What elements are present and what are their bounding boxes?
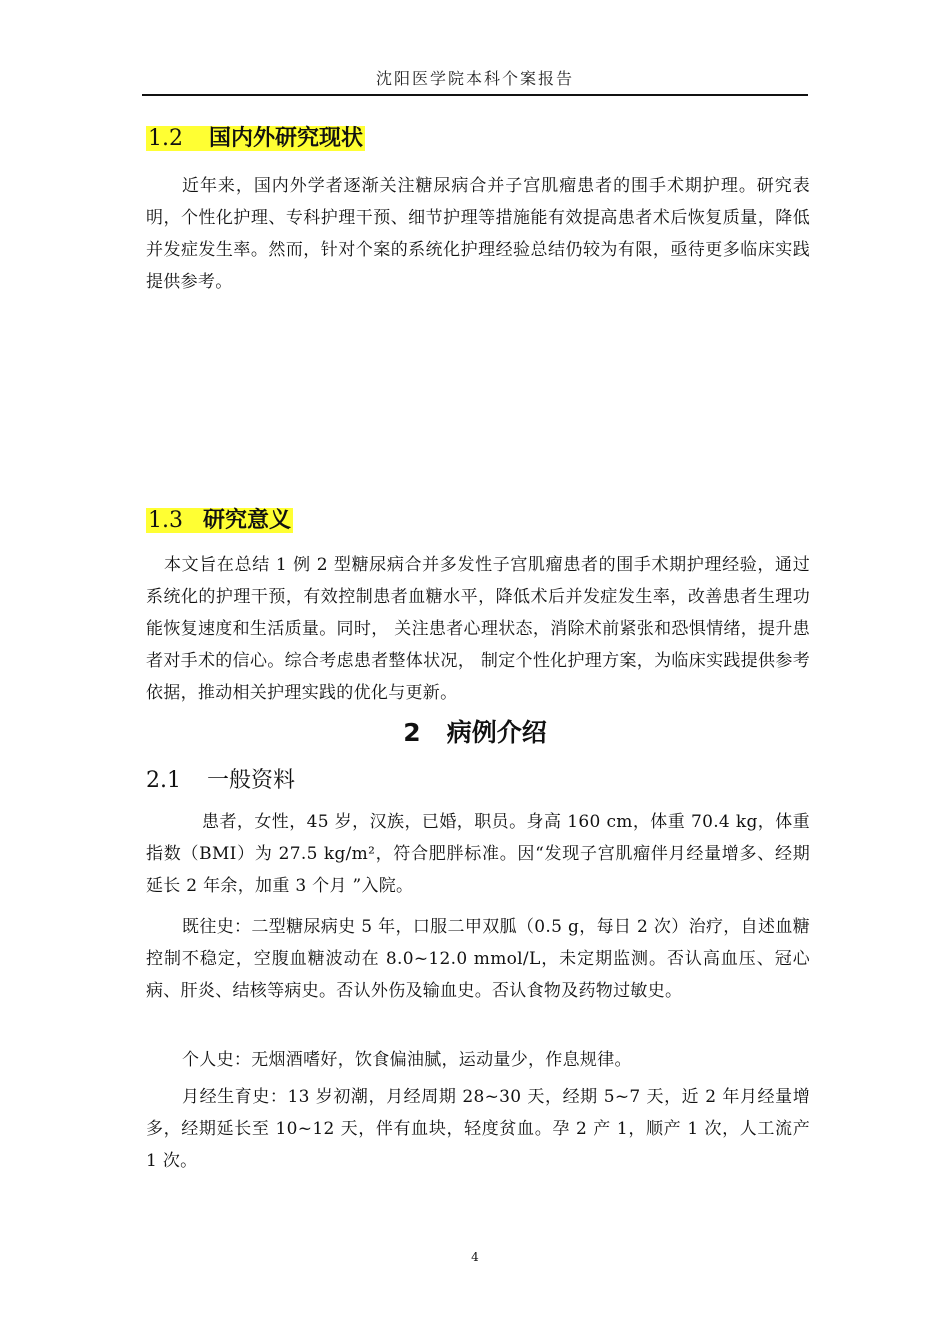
paragraph-past-history: 既往史：二型糖尿病史 5 年，口服二甲双胍（0.5 g，每日 2 次）治疗，自述血糖控制不稳定，空腹血糖波动在 8.0~12.0 mmol/L，未定期监测。否认高血压、冠心病、肝炎、结核等病史。否认外伤及输血史。否认食物及药物过敏史。 bbox=[146, 917, 810, 1001]
section-heading-1-3 bbox=[146, 506, 293, 536]
paragraph-research-status: 近年来，国内外学者逐渐关注糖尿病合并子宫肌瘤患者的围手术期护理。研究表明，个性化护理、专科护理干预、细节护理等措施能有效提高患者术后恢复质量，降低并发症发生率。然而，针对个案的系统化护理经验总结仍较为有限，亟待更多临床实践提供参考。 bbox=[146, 176, 810, 292]
chapter-number: 2 bbox=[403, 718, 421, 747]
section-number: 1.2 bbox=[148, 126, 183, 151]
paragraph-patient-info: 患者，女性，45 岁，汉族，已婚，职员。身高 160 cm，体重 70.4 kg，体重指数（BMI）为 27.5 kg/m²，符合肥胖标准。因“发现子宫肌瘤伴月经量增多、经期延长 2 年余，加重 3 个月 ”入院。 bbox=[146, 812, 810, 896]
section-number: 1.3 bbox=[148, 508, 183, 533]
page-number: 4 bbox=[471, 1250, 479, 1264]
section-title: 国内外研究现状 bbox=[209, 126, 364, 151]
chapter-heading bbox=[0, 716, 950, 750]
section-heading-1-2 bbox=[146, 124, 365, 154]
heading-highlight bbox=[146, 508, 293, 533]
section-title: 一般资料 bbox=[207, 768, 296, 793]
section-title: 研究意义 bbox=[203, 508, 292, 533]
section-number: 2.1 bbox=[146, 768, 181, 793]
paragraph-personal-history: 个人史：无烟酒嗜好，饮食偏油腻，运动量少，作息规律。 bbox=[182, 1050, 632, 1070]
page-header-title: 沈阳医学院本科个案报告 bbox=[375, 69, 574, 88]
chapter-title: 病例介绍 bbox=[446, 718, 547, 747]
paragraph-menstrual-history: 月经生育史：13 岁初潮，月经周期 28~30 天，经期 5~7 天，近 2 年月经量增多，经期延长至 10~12 天，伴有血块，轻度贫血。孕 2 产 1，顺产 1 次，人工流产 1 次。 bbox=[146, 1087, 810, 1171]
section-heading-2-1 bbox=[146, 766, 295, 796]
paragraph-research-significance: 本文旨在总结 1 例 2 型糖尿病合并多发性子宫肌瘤患者的围手术期护理经验，通过系统化的护理干预，有效控制患者血糖水平，降低术后并发症发生率，改善患者生理功能恢复速度和生活质量。同时， 关注患者心理状态，消除术前紧张和恐惧情绪，提升患者对手术的信心。综合考虑患者整体状况， 制定个性化护理方案，为临床实践提供参考依据，推动相关护理实践的优化与更新。 bbox=[146, 555, 810, 703]
header-divider bbox=[142, 94, 808, 96]
heading-highlight bbox=[146, 126, 365, 151]
